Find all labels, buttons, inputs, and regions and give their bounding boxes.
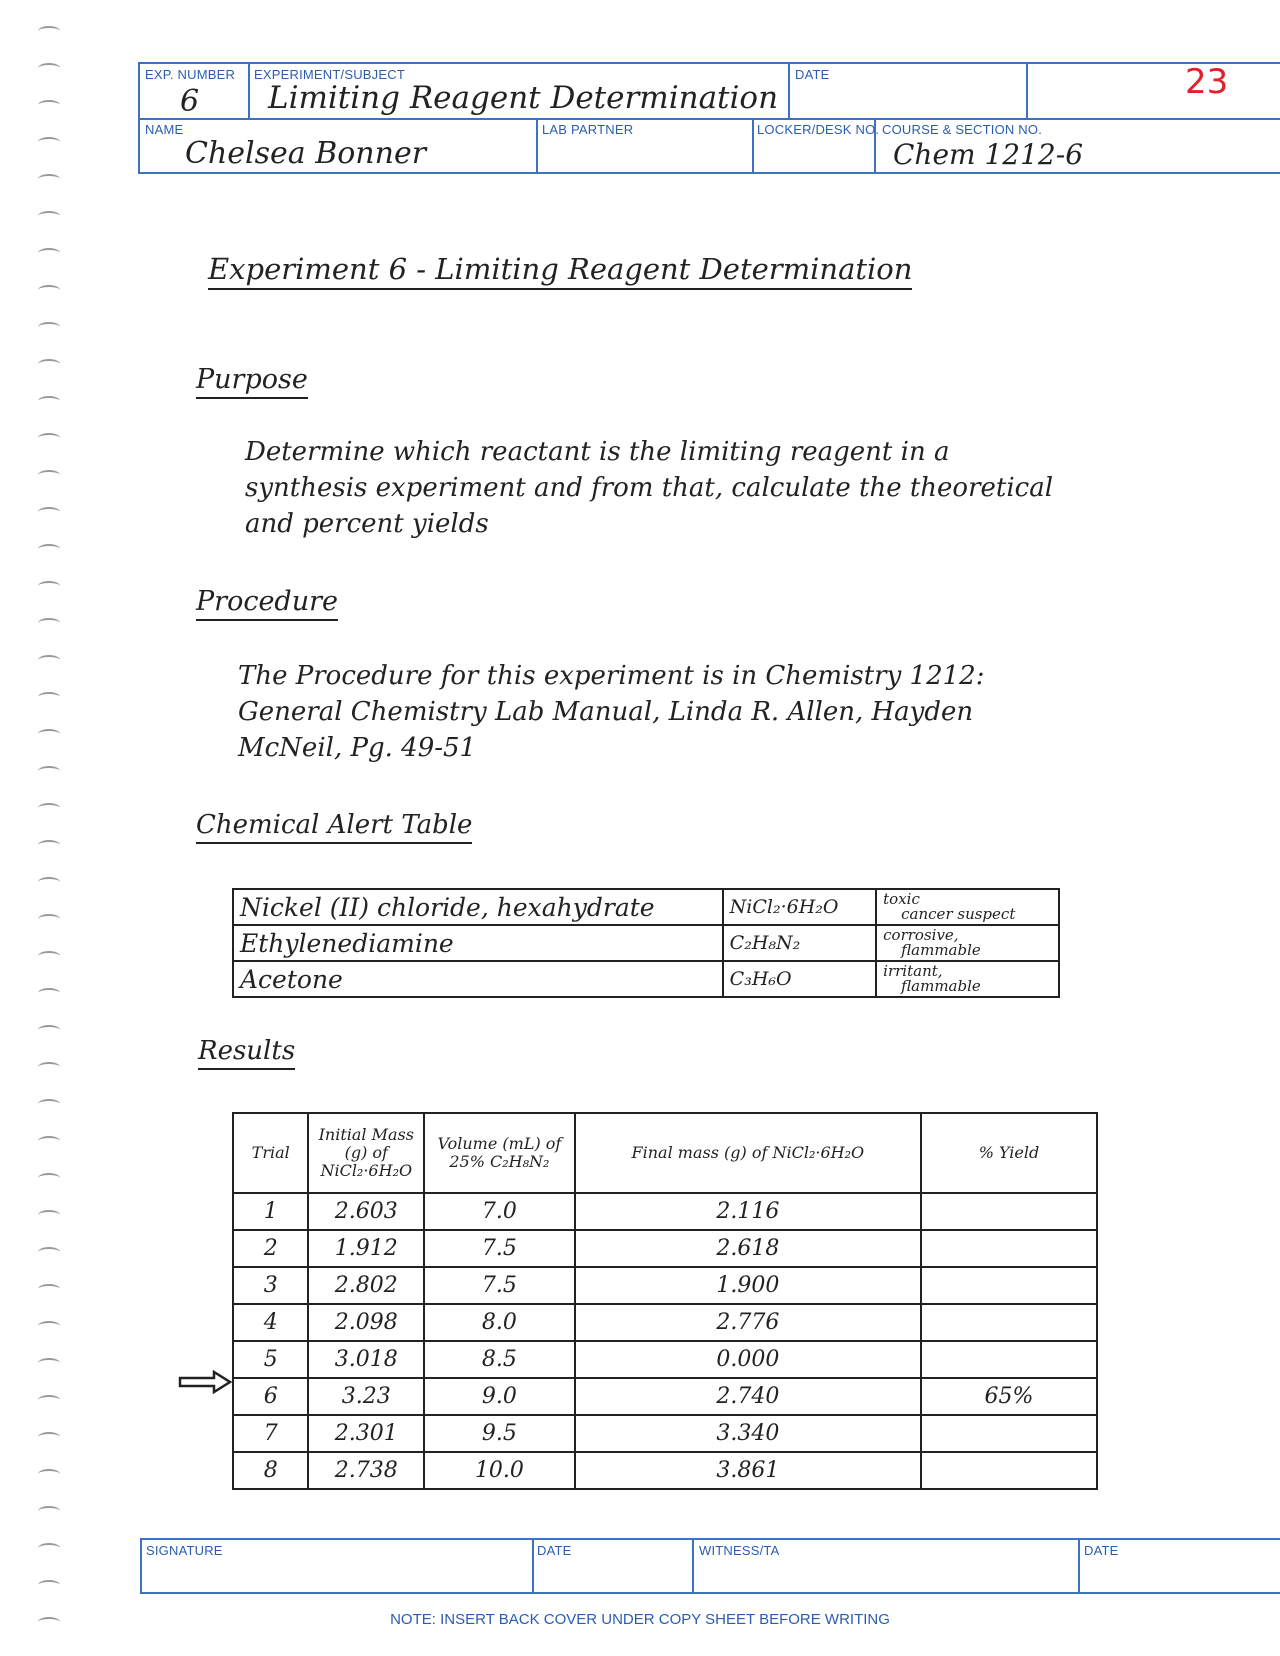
binding-ring xyxy=(38,1543,60,1553)
results-table xyxy=(232,1112,1098,1490)
cell-initial: 2.802 xyxy=(308,1267,424,1304)
table-row xyxy=(233,1267,1097,1304)
binding-ring xyxy=(38,1210,60,1220)
header-yield: % Yield xyxy=(921,1113,1097,1193)
binding-ring xyxy=(38,359,60,369)
binding-ring xyxy=(38,211,60,221)
chemical-formula: C₃H₆O xyxy=(723,961,876,997)
cell-volume: 9.5 xyxy=(424,1415,575,1452)
course-value: Chem 1212-6 xyxy=(893,138,1084,171)
binding-ring xyxy=(38,137,60,147)
cell-final: 2.776 xyxy=(575,1304,921,1341)
cell-yield xyxy=(921,1304,1097,1341)
cell-yield xyxy=(921,1230,1097,1267)
purpose-text xyxy=(245,434,1053,542)
binding-ring xyxy=(38,988,60,998)
cell-initial: 2.098 xyxy=(308,1304,424,1341)
binding-ring xyxy=(38,1284,60,1294)
procedure-line-3: McNeil, Pg. 49-51 xyxy=(238,733,477,763)
binding-ring xyxy=(38,285,60,295)
signature-date-label: DATE xyxy=(537,1543,572,1558)
spiral-binding xyxy=(30,0,70,1656)
hazard-line-2: flammable xyxy=(901,941,981,959)
chemical-hazard xyxy=(876,925,1059,961)
cell-volume: 7.5 xyxy=(424,1230,575,1267)
chemical-alert-table xyxy=(232,888,1060,998)
binding-ring xyxy=(38,1247,60,1257)
footer-note: NOTE: INSERT BACK COVER UNDER COPY SHEET BEFORE WRITING xyxy=(390,1611,890,1628)
cell-trial: 3 xyxy=(233,1267,308,1304)
binding-ring xyxy=(38,1173,60,1183)
binding-ring xyxy=(38,1358,60,1368)
cell-final: 1.900 xyxy=(575,1267,921,1304)
binding-ring xyxy=(38,1099,60,1109)
cell-volume: 7.5 xyxy=(424,1267,575,1304)
cell-final: 3.861 xyxy=(575,1452,921,1489)
binding-ring xyxy=(38,618,60,628)
cell-volume: 8.5 xyxy=(424,1341,575,1378)
binding-ring xyxy=(38,951,60,961)
chemical-hazard xyxy=(876,961,1059,997)
binding-ring xyxy=(38,1136,60,1146)
table-row xyxy=(233,1378,1097,1415)
cell-volume: 10.0 xyxy=(424,1452,575,1489)
header-final-mass: Final mass (g) of NiCl₂·6H₂O xyxy=(575,1113,921,1193)
cell-trial: 4 xyxy=(233,1304,308,1341)
table-row xyxy=(233,1452,1097,1489)
purpose-heading: Purpose xyxy=(196,364,308,399)
cell-volume: 7.0 xyxy=(424,1193,575,1230)
binding-ring xyxy=(38,322,60,332)
procedure-line-1: The Procedure for this experiment is in Chemistry 1212: xyxy=(238,661,985,691)
binding-ring xyxy=(38,655,60,665)
binding-ring xyxy=(38,470,60,480)
witness-label: WITNESS/TA xyxy=(699,1543,780,1558)
binding-ring xyxy=(38,1580,60,1590)
name-value: Chelsea Bonner xyxy=(185,136,427,171)
binding-ring xyxy=(38,396,60,406)
binding-ring xyxy=(38,1395,60,1405)
header-trial: Trial xyxy=(233,1113,308,1193)
binding-ring xyxy=(38,581,60,591)
binding-ring xyxy=(38,1025,60,1035)
page-number: 23 xyxy=(1185,62,1229,102)
purpose-line-2: synthesis experiment and from that, calculate the theoretical xyxy=(245,473,1054,503)
cell-initial: 2.603 xyxy=(308,1193,424,1230)
hazard-line-1: toxic xyxy=(883,890,920,908)
cell-yield: 65% xyxy=(921,1378,1097,1415)
binding-ring xyxy=(38,692,60,702)
alert-row xyxy=(233,961,1059,997)
chemical-name: Ethylenediamine xyxy=(233,925,723,961)
cell-final: 0.000 xyxy=(575,1341,921,1378)
binding-ring xyxy=(38,544,60,554)
cell-initial: 3.23 xyxy=(308,1378,424,1415)
cell-yield xyxy=(921,1415,1097,1452)
subject-value: Limiting Reagent Determination xyxy=(268,80,779,116)
cell-initial: 3.018 xyxy=(308,1341,424,1378)
binding-ring xyxy=(38,1062,60,1072)
name-label: NAME xyxy=(145,122,184,137)
cell-yield xyxy=(921,1193,1097,1230)
binding-ring xyxy=(38,507,60,517)
binding-ring xyxy=(38,1321,60,1331)
cell-trial: 6 xyxy=(233,1378,308,1415)
subject-label: EXPERIMENT/SUBJECT xyxy=(254,67,405,82)
cell-final: 2.740 xyxy=(575,1378,921,1415)
chemical-formula: NiCl₂·6H₂O xyxy=(723,889,876,925)
hazard-line-2: cancer suspect xyxy=(901,905,1016,923)
exp-number-value: 6 xyxy=(180,84,200,119)
binding-ring xyxy=(38,1506,60,1516)
binding-ring xyxy=(38,803,60,813)
locker-label: LOCKER/DESK NO. xyxy=(757,122,880,137)
cell-final: 2.116 xyxy=(575,1193,921,1230)
cell-volume: 8.0 xyxy=(424,1304,575,1341)
procedure-text xyxy=(238,658,984,766)
table-row xyxy=(233,1304,1097,1341)
binding-ring xyxy=(38,1469,60,1479)
hazard-line-1: corrosive, xyxy=(883,926,959,944)
binding-ring xyxy=(38,63,60,73)
binding-ring xyxy=(38,840,60,850)
results-heading: Results xyxy=(198,1036,295,1070)
table-row xyxy=(233,1415,1097,1452)
alert-row xyxy=(233,925,1059,961)
chemical-name: Acetone xyxy=(233,961,723,997)
procedure-heading: Procedure xyxy=(196,586,338,621)
cell-yield xyxy=(921,1267,1097,1304)
cell-trial: 8 xyxy=(233,1452,308,1489)
binding-ring xyxy=(38,914,60,924)
chemical-formula: C₂H₈N₂ xyxy=(723,925,876,961)
binding-ring xyxy=(38,174,60,184)
binding-ring xyxy=(38,766,60,776)
lab-partner-label: LAB PARTNER xyxy=(542,122,634,137)
cell-initial: 2.738 xyxy=(308,1452,424,1489)
binding-ring xyxy=(38,433,60,443)
binding-ring xyxy=(38,1432,60,1442)
binding-ring xyxy=(38,877,60,887)
table-row xyxy=(233,1193,1097,1230)
header-volume: Volume (mL) of 25% C₂H₈N₂ xyxy=(424,1113,575,1193)
table-row xyxy=(233,1230,1097,1267)
purpose-line-1: Determine which reactant is the limiting reagent in a xyxy=(245,437,950,467)
date-label: DATE xyxy=(795,67,830,82)
witness-date-label: DATE xyxy=(1084,1543,1119,1558)
alert-row xyxy=(233,889,1059,925)
binding-ring xyxy=(38,248,60,258)
cell-yield xyxy=(921,1452,1097,1489)
binding-ring xyxy=(38,26,60,36)
cell-yield xyxy=(921,1341,1097,1378)
cell-volume: 9.0 xyxy=(424,1378,575,1415)
page-title: Experiment 6 - Limiting Reagent Determination xyxy=(208,252,912,290)
hazard-line-1: irritant, xyxy=(883,962,943,980)
cell-trial: 2 xyxy=(233,1230,308,1267)
binding-ring xyxy=(38,729,60,739)
chemical-name: Nickel (II) chloride, hexahydrate xyxy=(233,889,723,925)
signature-label: SIGNATURE xyxy=(146,1543,223,1558)
cell-trial: 1 xyxy=(233,1193,308,1230)
alert-table-heading: Chemical Alert Table xyxy=(196,810,472,844)
binding-ring xyxy=(38,100,60,110)
cell-trial: 5 xyxy=(233,1341,308,1378)
table-row xyxy=(233,1341,1097,1378)
header-initial-mass: Initial Mass (g) of NiCl₂·6H₂O xyxy=(308,1113,424,1193)
cell-trial: 7 xyxy=(233,1415,308,1452)
purpose-line-3: and percent yields xyxy=(245,509,489,539)
cell-initial: 2.301 xyxy=(308,1415,424,1452)
course-label: COURSE & SECTION NO. xyxy=(882,122,1043,137)
results-header-row xyxy=(233,1113,1097,1193)
exp-number-label: EXP. NUMBER xyxy=(145,67,236,82)
arrow-icon xyxy=(178,1370,232,1394)
hazard-line-2: flammable xyxy=(901,977,981,995)
cell-final: 2.618 xyxy=(575,1230,921,1267)
chemical-hazard xyxy=(876,889,1059,925)
cell-final: 3.340 xyxy=(575,1415,921,1452)
procedure-line-2: General Chemistry Lab Manual, Linda R. Allen, Hayden xyxy=(238,697,974,727)
cell-initial: 1.912 xyxy=(308,1230,424,1267)
